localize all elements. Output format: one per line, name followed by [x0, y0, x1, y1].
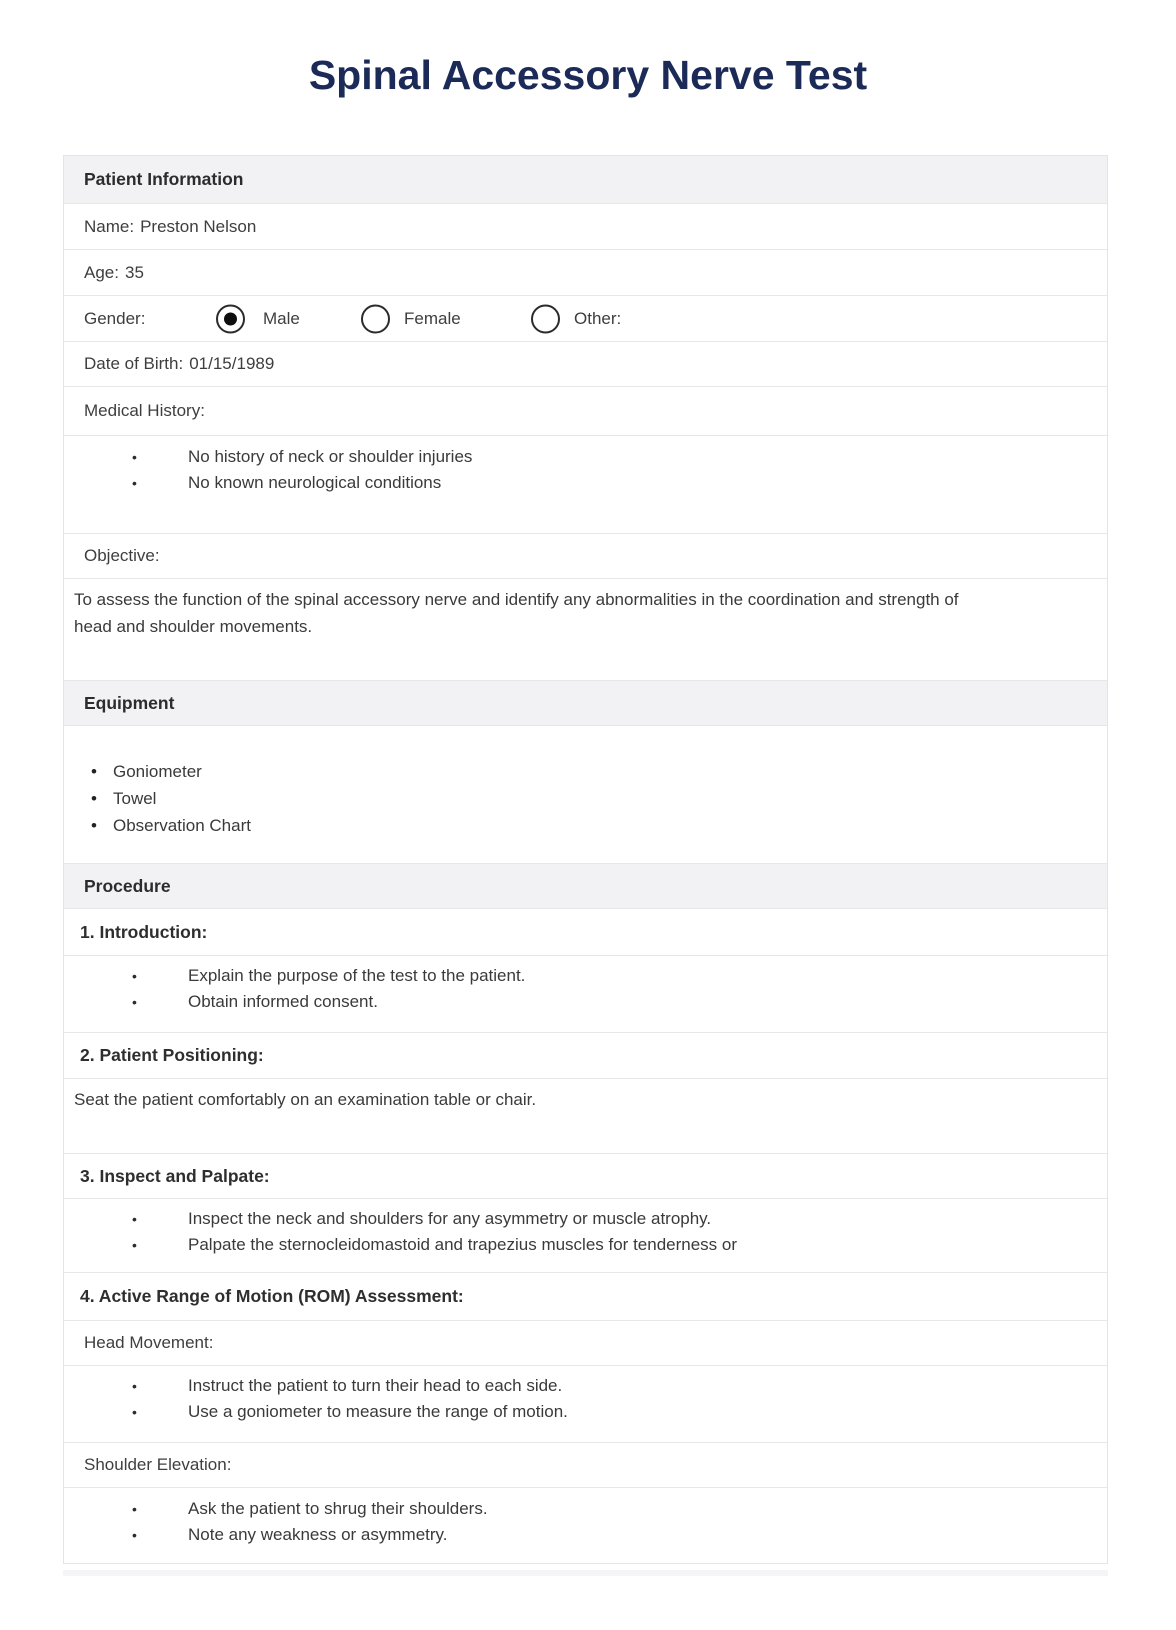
gender-radio-female[interactable]	[361, 304, 390, 333]
list-item-text: Palpate the sternocleidomastoid and trapezius muscles for tenderness or	[188, 1235, 738, 1254]
shoulder-elevation-list	[64, 1496, 1107, 1548]
head-movement-bullets-row	[64, 1366, 1107, 1443]
list-item	[64, 1232, 1107, 1258]
step3-heading: 3. Inspect and Palpate:	[80, 1165, 270, 1186]
bullet-icon: •	[91, 789, 97, 808]
name-value: Preston Nelson	[140, 216, 257, 236]
next-section-partial-row	[63, 1570, 1108, 1576]
list-item	[64, 1399, 1107, 1425]
gender-option-male-label[interactable]: Male	[263, 308, 300, 328]
objective-paragraph-row	[64, 579, 1107, 681]
procedure-header-label: Procedure	[84, 875, 171, 896]
bullet-icon: •	[132, 1378, 137, 1394]
medical-history-label-row	[64, 387, 1107, 436]
bullet-icon: •	[132, 475, 137, 491]
age-row[interactable]	[64, 250, 1107, 296]
list-item	[64, 785, 1107, 812]
shoulder-elevation-label: Shoulder Elevation:	[84, 1455, 232, 1474]
gender-radio-other[interactable]	[531, 304, 560, 333]
list-item-text: Ask the patient to shrug their shoulders.	[188, 1499, 488, 1518]
list-item	[64, 758, 1107, 785]
head-movement-list	[64, 1373, 1107, 1425]
list-item-text: Note any weakness or asymmetry.	[188, 1525, 448, 1544]
bullet-icon: •	[132, 1404, 137, 1420]
shoulder-elevation-bullets-row	[64, 1488, 1107, 1564]
patient-information-header	[64, 156, 1107, 204]
dob-value: 01/15/1989	[189, 354, 275, 373]
equipment-header	[64, 681, 1107, 726]
bullet-icon: •	[132, 994, 137, 1010]
age-value: 35	[124, 262, 144, 282]
shoulder-elevation-row	[64, 1443, 1107, 1488]
bullet-icon: •	[91, 762, 97, 781]
list-item	[64, 1522, 1107, 1548]
equipment-list-row	[64, 726, 1107, 864]
patient-information-header-label: Patient Information	[84, 169, 244, 189]
list-item-text: Explain the purpose of the test to the patient.	[188, 966, 526, 985]
equipment-header-label: Equipment	[84, 692, 175, 713]
age-label: Age:	[84, 262, 119, 282]
medical-history-list	[64, 444, 1107, 496]
medical-history-list-row	[64, 436, 1107, 534]
equipment-list	[64, 758, 1107, 839]
list-item	[64, 444, 1107, 470]
list-item	[64, 1496, 1107, 1522]
list-item-text: Observation Chart	[113, 816, 251, 835]
step1-list	[64, 963, 1107, 1015]
form-table	[63, 155, 1108, 1564]
list-item-text: Inspect the neck and shoulders for any asymmetry or muscle atrophy.	[188, 1209, 712, 1228]
page-title: Spinal Accessory Nerve Test	[308, 52, 868, 98]
step1-bullets-row	[64, 956, 1107, 1033]
dob-label: Date of Birth:	[84, 354, 184, 373]
gender-radio-male[interactable]	[216, 304, 245, 333]
head-movement-label: Head Movement:	[84, 1333, 214, 1352]
step3-heading-row	[64, 1154, 1107, 1199]
bullet-icon: •	[132, 968, 137, 984]
step2-heading: 2. Patient Positioning:	[80, 1045, 264, 1065]
step2-heading-row	[64, 1033, 1107, 1079]
list-item-text: Instruct the patient to turn their head to each side.	[188, 1376, 563, 1395]
radio-dot-icon	[224, 312, 237, 325]
bullet-icon: •	[91, 816, 97, 835]
bullet-icon: •	[132, 449, 137, 465]
head-movement-row	[64, 1321, 1107, 1366]
list-item	[64, 963, 1107, 989]
objective-text: To assess the function of the spinal accessory nerve and identify any abnormalities in the coordination and strength of head and shoulder movements.	[74, 590, 959, 636]
step1-heading-row	[64, 909, 1107, 956]
bullet-icon: •	[132, 1527, 137, 1543]
list-item-text: Towel	[113, 789, 157, 808]
list-item-text: Obtain informed consent.	[188, 992, 378, 1011]
list-item-text: Goniometer	[113, 762, 202, 781]
step1-heading: 1. Introduction:	[80, 921, 208, 942]
step4-heading: 4. Active Range of Motion (ROM) Assessment:	[80, 1286, 464, 1306]
medical-history-label: Medical History:	[84, 401, 205, 420]
bullet-icon: •	[132, 1501, 137, 1517]
procedure-header	[64, 864, 1107, 909]
bullet-icon: •	[132, 1211, 137, 1227]
step3-list	[64, 1206, 1107, 1258]
list-item	[64, 470, 1107, 496]
step2-paragraph-row	[64, 1079, 1107, 1154]
name-label: Name:	[84, 216, 135, 236]
step2-paragraph: Seat the patient comfortably on an examination table or chair.	[74, 1090, 537, 1109]
bullet-icon: •	[132, 1237, 137, 1253]
gender-row	[64, 296, 1107, 342]
name-row[interactable]	[64, 204, 1107, 250]
objective-label-row	[64, 534, 1107, 579]
list-item	[64, 1373, 1107, 1399]
list-item-text: No known neurological conditions	[188, 473, 442, 492]
list-item	[64, 1206, 1107, 1232]
step3-bullets-row	[64, 1199, 1107, 1273]
list-item-text: No history of neck or shoulder injuries	[188, 447, 473, 466]
gender-option-female-label[interactable]: Female	[404, 308, 461, 328]
dob-row[interactable]	[64, 342, 1107, 387]
list-item	[64, 989, 1107, 1015]
list-item	[64, 812, 1107, 839]
step4-heading-row	[64, 1273, 1107, 1321]
gender-label: Gender:	[84, 308, 146, 328]
list-item-text: Use a goniometer to measure the range of motion.	[188, 1402, 568, 1421]
objective-label: Objective:	[84, 546, 160, 565]
gender-option-other-label[interactable]: Other:	[574, 308, 622, 328]
